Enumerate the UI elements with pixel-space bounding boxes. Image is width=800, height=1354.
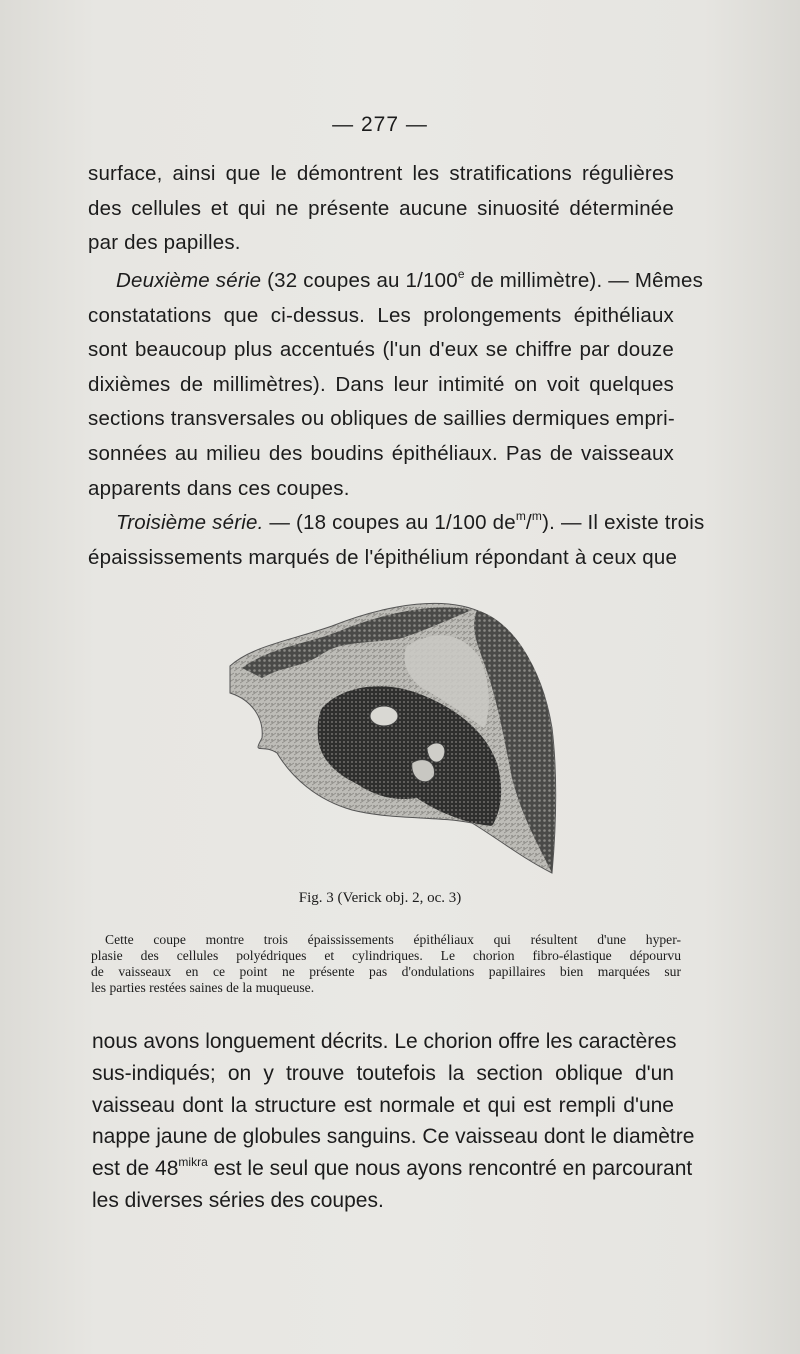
text-line: nappe jaune de globules sanguins. Ce vaisseau dont le diamètre [92,1125,695,1149]
text-run: (32 coupes au 1/100 [261,269,458,292]
text-line [88,264,704,299]
text-line: par des papilles. [88,231,241,255]
text-line: constatations que ci-dessus. Les prolongements épithéliaux [88,303,674,327]
text-line: sus-indiqués; on y trouve toutefois la section oblique d'un [92,1061,674,1085]
caption-line: de vaisseaux en ce point ne présente pas d'ondulations papillaires bien marquées sur [91,964,681,979]
text-line: sections transversales ou obliques de saillies dermiques empri- [88,407,675,431]
caption-line: Cette coupe montre trois épaississements épithéliaux qui résultent d'une hyper- [105,932,681,947]
paragraph-2 [88,264,704,506]
text-line: épaississements marqués de l'épithélium répondant à ceux que [88,545,678,569]
text-line: sonnées au milieu des boudins épithéliaux. Pas de vaisseaux [88,441,674,465]
text-run: est le seul que nous ayons rencontré en parcourant [207,1157,693,1181]
text-line: surface, ainsi que le démontrent les stratifications régulières [88,162,674,185]
text-line: apparents dans ces coupes. [88,476,350,500]
paragraph-4 [92,1026,695,1217]
histology-figure [222,588,562,883]
text-run: ). — Il existe trois [542,511,705,534]
superscript: m [515,509,527,523]
text-line: nous avons longuement décrits. Le chorion offre les caractères [92,1030,677,1053]
series-heading: Troisième série. [116,511,264,534]
histology-section-drawing [222,588,562,883]
superscript: mikra [178,1155,208,1170]
superscript: e [457,267,465,281]
text-line: vaisseau dont la structure est normale et qui est rempli d'une [92,1093,674,1117]
text-run: est de 48 [92,1157,179,1181]
text-line: des cellules et qui ne présente aucune sinuosité déterminée [88,196,674,220]
text-line [88,506,705,541]
page-number: — 277 — [332,113,428,136]
figure-caption-title: Fig. 3 (Verick obj. 2, oc. 3) [298,890,462,906]
paragraph-1 [88,157,674,261]
paragraph-3 [88,506,705,575]
text-line: les diverses séries des coupes. [92,1188,384,1212]
caption-line: les parties restées saines de la muqueuse. [91,980,315,995]
figure-caption-body [91,932,681,996]
text-run: — (18 coupes au 1/100 de [263,511,516,534]
caption-line: plasie des cellules polyédriques et cylindriques. Le chorion fibro-élastique dépourvu [91,948,681,963]
text-line: dixièmes de millimètres). Dans leur intimité on voit quelques [88,372,674,396]
dermal-papilla [370,706,398,726]
series-heading: Deuxième série [116,269,262,292]
text-line [92,1153,693,1185]
superscript: m [531,509,543,523]
text-line: sont beaucoup plus accentués (l'un d'eux se chiffre par douze [88,338,674,362]
text-run: de millimètre). — Mêmes [464,269,704,292]
text-run: / [526,511,532,534]
